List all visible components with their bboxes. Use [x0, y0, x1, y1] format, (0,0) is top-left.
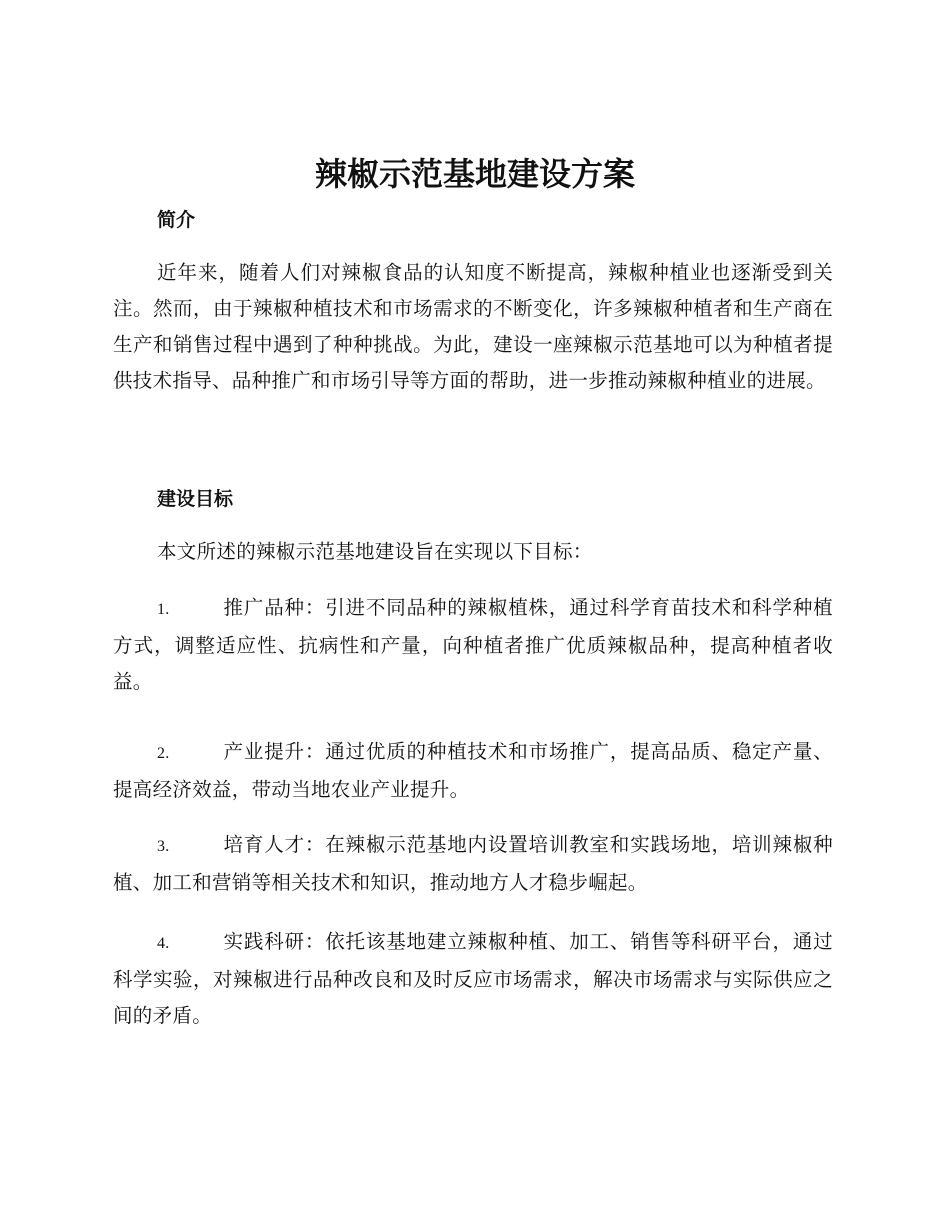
goal-item-number: 3.	[157, 838, 170, 855]
goal-list-item	[113, 827, 833, 901]
goal-item-text: 实践科研：依托该基地建立辣椒种植、加工、销售等科研平台，通过科学实验，对辣椒进行品种改良和及时反应市场需求，解决市场需求与实际供应之间的矛盾。	[113, 930, 833, 1027]
section-heading-intro: 简介	[157, 209, 196, 231]
goal-list-item	[113, 590, 833, 700]
intro-paragraph: 近年来，随着人们对辣椒食品的认知度不断提高，辣椒种植业也逐渐受到关注。然而，由于辣椒种植技术和市场需求的不断变化，许多辣椒种植者和生产商在生产和销售过程中遇到了种种挑战。为此，建设一座辣椒示范基地可以为种植者提供技术指导、品种推广和市场引导等方面的帮助，进一步推动辣椒种植业的进展。	[113, 261, 833, 392]
goal-list-item	[113, 734, 833, 808]
goal-item-text: 产业提升：通过优质的种植技术和市场推广，提高品质、稳定产量、提高经济效益，带动当地农业产业提升。	[113, 740, 833, 801]
section-heading-goals: 建设目标	[157, 488, 234, 510]
goal-item-number: 1.	[157, 601, 170, 618]
goal-item-number: 4.	[157, 935, 170, 952]
goal-item-number: 2.	[157, 745, 170, 762]
goal-item-text: 推广品种：引进不同品种的辣椒植株，通过科学育苗技术和科学种植方式，调整适应性、抗病性和产量，向种植者推广优质辣椒品种，提高种植者收益。	[113, 596, 833, 693]
document-title: 辣椒示范基地建设方案	[314, 155, 635, 193]
goals-intro-paragraph: 本文所述的辣椒示范基地建设旨在实现以下目标：	[157, 540, 593, 563]
goal-list-item	[113, 924, 833, 1034]
goal-item-text: 培育人才：在辣椒示范基地内设置培训教室和实践场地，培训辣椒种植、加工和营销等相关技术和知识，推动地方人才稳步崛起。	[113, 833, 833, 894]
